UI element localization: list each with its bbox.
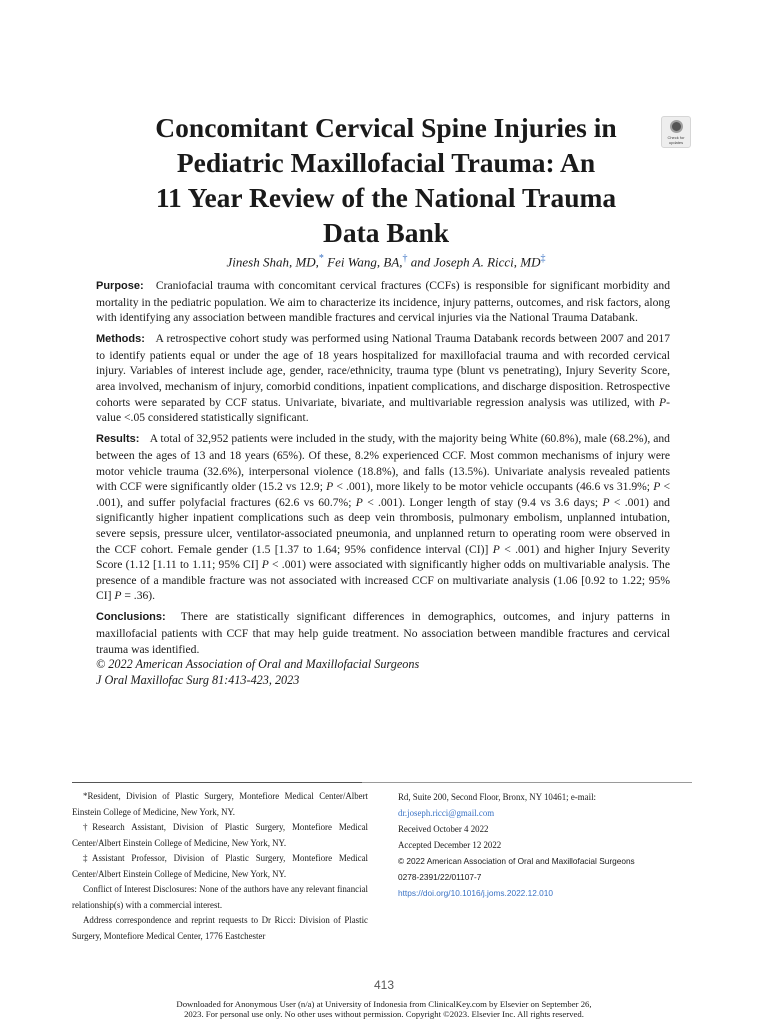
section-label: Purpose: xyxy=(96,280,144,292)
section-label: Results: xyxy=(96,433,140,446)
conflict-of-interest: Conflict of Interest Disclosures: None of the authors have any relevant financial relationship(s) with a commercial interest. xyxy=(72,884,368,910)
section-text: < .001), and suffer polyfacial fractures (62.6 vs 60.7%; xyxy=(96,480,671,509)
p-symbol: P xyxy=(355,495,363,509)
article-title xyxy=(96,110,676,250)
section-text: < .001) were associated with significantly higher odds on multivariable analysis. The presence of a mandible fracture was not associated with increased CCF on multivariate analysis (1.06 [0.92 to 1.22; 95% CI] xyxy=(96,558,670,603)
page-number: 413 xyxy=(373,978,395,992)
p-symbol: P xyxy=(114,589,122,603)
author-mark[interactable]: ‡ xyxy=(540,253,546,264)
p-symbol: P xyxy=(653,480,661,494)
check-for-updates-disc xyxy=(670,120,683,133)
journal-citation: J Oral Maxillofac Surg 81:413-423, 2023 xyxy=(96,672,300,687)
section-text: < .001) and significantly higher inpatient complications such as deep vein thrombosis, pulmonary embolism, unplanned intubation, severe sepsis, pressure ulcer, ventilator-associated pneumonia, and unplanned return to operating room were observed in the CCF cohort. Female gender (1.5 [1.37 to 1.64; 95% confidence interval (CI)] xyxy=(96,495,670,556)
footnote-divider xyxy=(72,782,692,783)
section-text: Craniofacial trauma with concomitant cervical fractures (CCFs) is responsible for significant morbidity and mortality in the pediatric population. We aim to characterize its incidence, injury patterns, outcomes, and risk factors, along with identifying any association between mandible fractures and cervical injuries via the National Trauma Databank. xyxy=(96,279,671,325)
section-label: Conclusions: xyxy=(96,611,166,624)
title-line: Concomitant Cervical Spine Injuries in xyxy=(155,112,617,143)
abstract-results xyxy=(96,431,670,604)
title-line: 11 Year Review of the National Trauma xyxy=(155,182,617,213)
doi-link[interactable]: https://doi.org/10.1016/j.joms.2022.12.010 xyxy=(398,888,553,898)
abstract-copyright: © 2022 American Association of Oral and Maxillofacial Surgeons xyxy=(96,657,420,672)
author-ricci: and Joseph A. Ricci, MD xyxy=(410,254,541,270)
accepted-date: Accepted December 12 2022 xyxy=(398,840,502,850)
title-line: Pediatric Maxillofacial Trauma: An xyxy=(176,147,596,178)
email-link[interactable]: dr.joseph.ricci@gmail.com xyxy=(398,808,495,818)
affiliation-wang: †Research Assistant, Division of Plastic Surgery, Montefiore Medical Center/Albert Einstein College of Medicine, New York, NY. xyxy=(72,822,368,848)
issn: 0278-2391/22/01107-7 xyxy=(398,872,482,882)
footnotes-right xyxy=(398,789,694,901)
affiliation-shah: *Resident, Division of Plastic Surgery, Montefiore Medical Center/Albert Einstein College of Medicine, New York, NY. xyxy=(72,791,368,817)
section-text: < .001). Longer length of stay (9.4 vs 3.6 days; xyxy=(367,495,599,509)
author-shah: Jinesh Shah, MD, xyxy=(226,254,319,270)
p-symbol: P xyxy=(261,558,269,572)
p-symbol: P xyxy=(602,495,610,509)
abstract-purpose xyxy=(96,278,670,326)
correspondence: Address correspondence and reprint requests to Dr Ricci: Division of Plastic Surgery, Montefiore Medical Center, 1776 Eastchester xyxy=(72,915,368,941)
section-text: -value <.05 considered statistically significant. xyxy=(96,395,670,425)
section-text: A total of 32,952 patients were included in the study, with the majority being White (60.8%), male (68.2%), and between the ages of 13 and 18 years (65%). Of these, 8.2% experienced CCF. Most common mechanisms of injury were motor vehicle trauma (32.6%), interpersonal violence (18.8%), and falls (13.5%). Univariate analysis revealed patients with CCF were significantly older (15.2 vs 12.9; xyxy=(96,432,670,494)
section-text: < .001), more likely to be motor vehicle occupants (46.6 vs 31.9%; xyxy=(336,480,651,494)
section-text: = .36). xyxy=(124,589,156,603)
abstract xyxy=(96,278,670,688)
check-for-updates-label: Check for updates xyxy=(667,135,685,145)
title-line: Data Bank xyxy=(322,217,450,248)
correspondence-cont: Rd, Suite 200, Second Floor, Bronx, NY 10461; e-mail: dr.joseph.ricci@gmail.com xyxy=(398,792,597,818)
footnotes-left xyxy=(72,789,368,944)
abstract-conclusions xyxy=(96,609,670,657)
p-symbol: P xyxy=(659,395,667,409)
publisher-copyright: © 2022 American Association of Oral and Maxillofacial Surgeons xyxy=(398,856,635,866)
received-date: Received October 4 2022 xyxy=(398,824,489,834)
p-symbol: P xyxy=(492,542,500,556)
affiliation-ricci: ‡Assistant Professor, Division of Plastic Surgery, Montefiore Medical Center/Albert Einstein College of Medicine, New York, NY. xyxy=(72,853,368,879)
section-text: A retrospective cohort study was performed using National Trauma Databank records between 2007 and 2017 to identify patients equal or under the age of 18 years hospitalized for maxillofacial trauma and with recorded cervical injury. Variables of interest include age, gender, race/ethnicity, trauma type (blunt vs penetrating), Injury Severity Score, area involved, mechanism of injury, comorbid conditions, inpatient complications, and discharge disposition. Retrospective cohorts were separated by CCF status. Univariate, bivariate, and multivariable regression analysis was utilized, with xyxy=(96,332,670,409)
author-list xyxy=(96,250,676,271)
section-label: Methods: xyxy=(96,333,145,346)
download-notice: Downloaded for Anonymous User (n/a) at University of Indonesia from ClinicalKey.com by Elsevier on September 26, 2023. For personal use only. No other uses without permission. Copyright ©2023. Elsevier Inc. All rights reserved. xyxy=(176,999,592,1019)
author-wang: Fei Wang, BA, xyxy=(327,254,403,270)
p-symbol: P xyxy=(326,480,334,494)
abstract-methods xyxy=(96,331,670,426)
author-mark[interactable]: * xyxy=(318,253,324,264)
check-for-updates-icon[interactable] xyxy=(661,116,691,148)
author-mark[interactable]: † xyxy=(402,253,408,264)
section-text: < .001) and higher Injury Severity Score (1.12 [1.11 to 1.11; 95% CI] xyxy=(96,542,671,572)
section-text: There are statistically significant differences in demographics, outcomes, and injury patterns in maxillofacial patients with CCF that may help guide treatment. No association between mandible fractures and cervical trauma was identified. xyxy=(96,610,670,656)
